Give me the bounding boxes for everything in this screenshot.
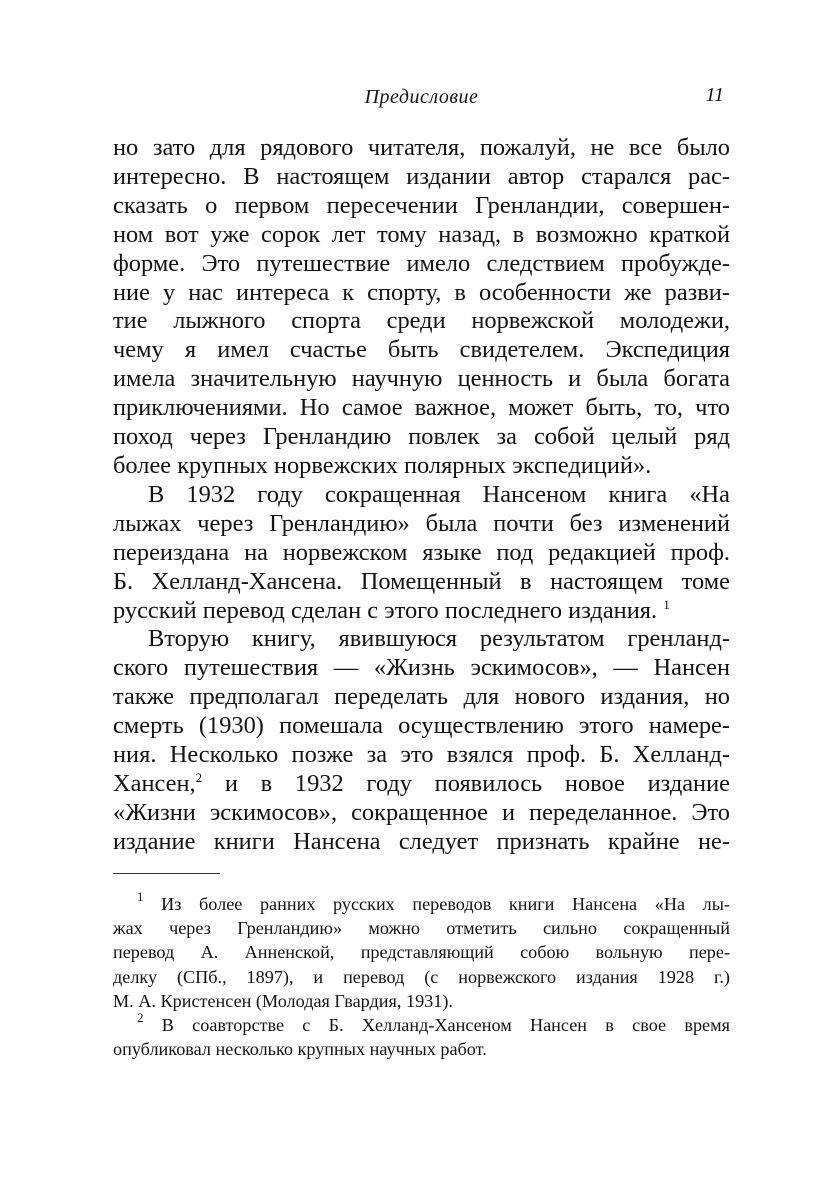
text-line: имела значительную научную ценность и была богата <box>113 365 730 393</box>
text-line: более крупных норвежских полярных экспедиций». <box>113 451 652 479</box>
page-number: 11 <box>705 84 724 106</box>
text-line-with-footnote <box>113 770 730 799</box>
text-line: чему я имел счастье быть свидетелем. Экспедиция <box>113 336 730 364</box>
footnote-1 <box>113 888 730 1013</box>
footnote-line <box>113 888 730 916</box>
text-fragment: и в 1932 году появилось новое издание <box>202 769 730 797</box>
text-line: смерть (1930) помешала осуществлению этого намере- <box>113 712 730 740</box>
text-line: также предполагал переделать для нового издания, но <box>113 683 730 711</box>
footnote-marker-2: 2 <box>137 1010 144 1026</box>
text-line: Вторую книгу, явившуюся результатом гренланд- <box>148 625 730 653</box>
footnote-line: жах через Гренландию» можно отметить сильно сокращенный <box>113 917 730 938</box>
text-line: ния. Несколько позже за это взялся проф. Б. Хелланд- <box>113 741 730 769</box>
text-line: интересно. В настоящем издании автор старался рас- <box>113 162 730 190</box>
footnote-line: М. А. Кристенсен (Молодая Гвардия, 1931). <box>113 990 453 1011</box>
text-line: русский перевод сделан с этого последнего издания. <box>113 596 658 624</box>
text-line: поход через Гренландию повлек за собой целый ряд <box>113 423 730 451</box>
paragraph-2 <box>113 481 730 626</box>
footnote-2 <box>113 1010 730 1062</box>
footnote-divider <box>113 873 220 874</box>
text-line: ном вот уже сорок лет тому назад, в возможно краткой <box>113 220 730 248</box>
footnote-text: Из более ранних русских переводов книги Нансена «На лы- <box>143 893 730 914</box>
footnote-marker-1: 1 <box>137 888 144 904</box>
footnotes <box>113 888 730 1062</box>
text-line: форме. Это путешествие имело следствием пробужде- <box>113 249 730 277</box>
footnote-line: делку (СПб., 1897), и перевод (с норвежского издания 1928 г.) <box>113 966 730 987</box>
text-line: ние у нас интереса к спорту, в особенности же разви- <box>113 278 730 306</box>
text-line: В 1932 году сокращенная Нансеном книга «На <box>148 480 730 508</box>
text-line: ского путешествия — «Жизнь эскимосов», — Нансен <box>113 654 730 682</box>
text-line: приключениями. Но самое важное, может быть, то, что <box>113 394 730 422</box>
footnote-line: перевод А. Анненской, представляющий собою вольную пере- <box>113 942 730 963</box>
footnote-line <box>113 1010 730 1037</box>
text-line: Б. Хелланд-Хансена. Помещенный в настоящем томе <box>113 567 730 595</box>
text-line-with-footnote <box>113 597 730 626</box>
running-head-title: Предисловие <box>364 86 479 108</box>
paragraph-1 <box>113 134 730 481</box>
text-line: сказать о первом пересечении Гренландии, совершен- <box>113 191 730 219</box>
text-line: но зато для рядового читателя, пожалуй, не все было <box>113 134 730 161</box>
text-line: лыжах через Гренландию» была почти без изменений <box>113 509 730 537</box>
text-line: издание книги Нансена следует признать крайне не- <box>113 827 730 855</box>
text-fragment: Хансен, <box>113 769 196 797</box>
footnote-line: опубликовал несколько крупных научных работ. <box>113 1039 487 1060</box>
footnote-ref-2[interactable]: 2 <box>195 769 203 785</box>
footnote-ref-1[interactable]: 1 <box>663 596 670 612</box>
footnote-text: В соавторстве с Б. Хелланд-Хансеном Нансен в свое время <box>143 1015 730 1036</box>
book-page <box>113 78 730 1062</box>
text-line: «Жизни эскимосов», сокращенное и переделанное. Это <box>113 798 730 826</box>
running-head <box>113 78 730 110</box>
text-line: переиздана на норвежском языке под редакцией проф. <box>113 538 730 566</box>
text-line: тие лыжного спорта среди норвежской молодежи, <box>113 307 730 335</box>
body-text <box>113 134 730 857</box>
paragraph-3 <box>113 625 730 856</box>
